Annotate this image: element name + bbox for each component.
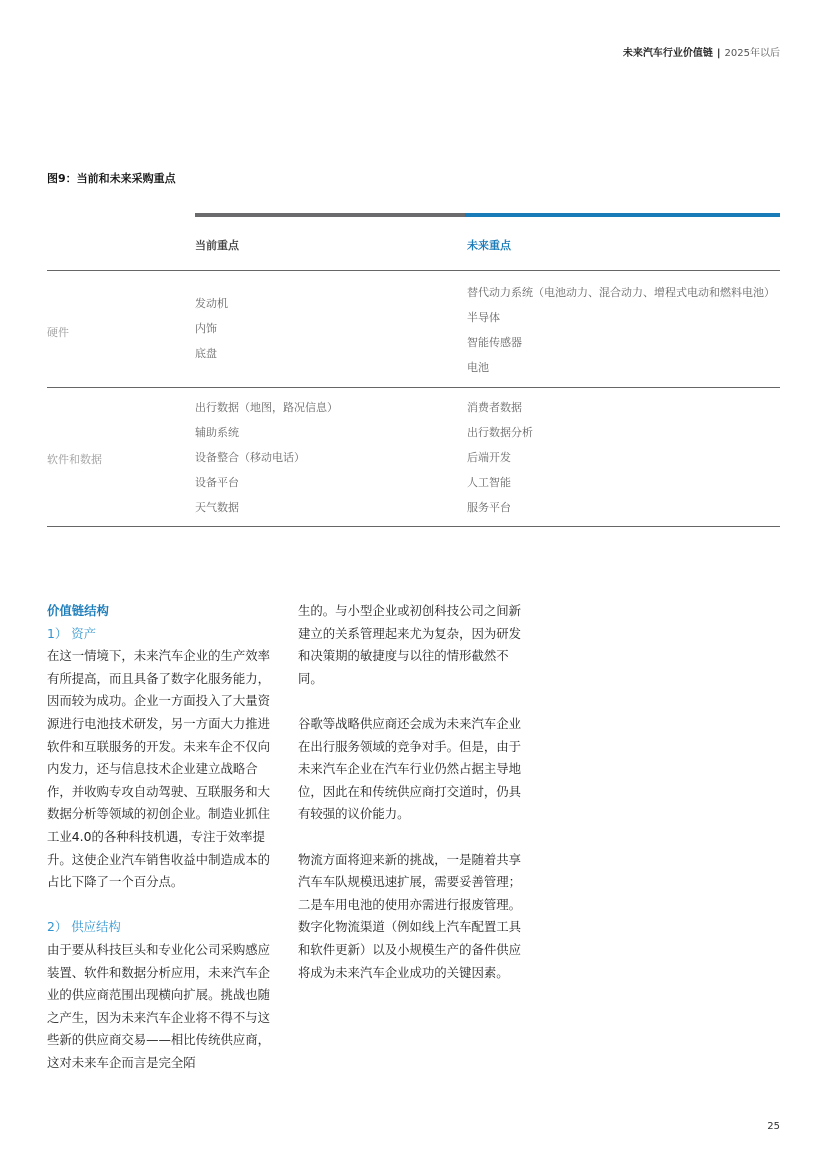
list-item: 底盘 (195, 347, 217, 360)
paragraph: 谷歌等战略供应商还会成为未来汽车企业在出行服务领域的竞争对手。但是，由于未来汽车企业在汽车行业仍然占据主导地位，因此在和传统供应商打交道时，仍具有较强的议价能力。 (298, 715, 522, 822)
list-item: 出行数据分析 (467, 426, 533, 439)
list-item: 辅助系统 (195, 426, 239, 439)
list-item: 出行数据（地图，路况信息） (195, 401, 338, 414)
table-bottom-rule (47, 526, 780, 527)
list-item: 发动机 (195, 297, 228, 310)
list-item: 天气数据 (195, 501, 239, 514)
paragraph: 生的。与小型企业或初创科技公司之间新建立的关系管理起来尤为复杂，因为研发和决策期的敏捷度与以往的情形截然不同。 (298, 603, 522, 686)
assets-paragraph: 在这一情境下，未来汽车企业的生产效率有所提高，而且具备了数字化服务能力，因而较为成功。企业一方面投入了大量资源进行电池技术研发，另一方面大力推进软件和互联服务的开发。未来车企不仅向内发力，还与信息技术企业建立战略合作，并收购专攻自动驾驶、互联服务和大数据分析等领域的初创企业。制造业抓住工业4.0的各种科技机遇，专注于效率提升。这使企业汽车销售收益中制造成本的占比下降了一个百分点。 (47, 648, 271, 890)
software-current-list (195, 401, 338, 526)
report-subtitle: 2025年以后 (724, 48, 780, 59)
section-title: 价值链结构 (47, 603, 109, 618)
subsection-assets-title: 1） 资产 (47, 625, 96, 641)
row-label-software-data: 软件和数据 (47, 453, 102, 466)
row-label-hardware: 硬件 (47, 326, 69, 339)
column-header-current: 当前重点 (195, 239, 239, 252)
list-item: 设备整合（移动电话） (195, 451, 305, 464)
running-header (623, 44, 780, 59)
hardware-current-list (195, 297, 228, 372)
body-column-left (47, 600, 279, 1074)
list-item: 半导体 (467, 311, 500, 324)
software-future-list (467, 401, 533, 526)
body-column-right (298, 600, 530, 984)
header-separator: | (716, 48, 721, 59)
paragraph: 物流方面将迎来新的挑战，一是随着共享汽车车队规模迅速扩展，需要妥善管理；二是车用电池的使用亦需进行报废管理。数字化物流渠道（例如线上汽车配置工具和软件更新）以及小规模生产的备件供应将成为未来汽车企业成功的关键因素。 (298, 851, 522, 980)
list-item: 智能传感器 (467, 336, 522, 349)
column-header-future: 未来重点 (467, 239, 511, 252)
table-divider (47, 387, 780, 388)
list-item: 设备平台 (195, 476, 239, 489)
list-item: 电池 (467, 361, 489, 374)
list-item: 服务平台 (467, 501, 511, 514)
current-column-bar (195, 213, 465, 217)
subsection-supply-title: 2） 供应结构 (47, 919, 121, 935)
list-item: 内饰 (195, 322, 217, 335)
report-title: 未来汽车行业价值链 (622, 48, 713, 59)
page-number: 25 (767, 1121, 780, 1132)
list-item: 人工智能 (467, 476, 511, 489)
list-item: 后端开发 (467, 451, 511, 464)
list-item: 消费者数据 (467, 401, 522, 414)
hardware-future-list (467, 286, 775, 386)
table-divider (47, 270, 780, 271)
figure-title: 图9：当前和未来采购重点 (47, 172, 176, 185)
supply-paragraph: 由于要从科技巨头和专业化公司采购感应装置、软件和数据分析应用，未来汽车企业的供应商范围出现横向扩展。挑战也随之产生，因为未来汽车企业将不得不与这些新的供应商交易——相比传统供应商，这对未来车企而言是完全陌 (47, 941, 271, 1070)
list-item: 替代动力系统（电池动力、混合动力、增程式电动和燃料电池） (467, 286, 775, 299)
future-column-bar (465, 213, 780, 217)
